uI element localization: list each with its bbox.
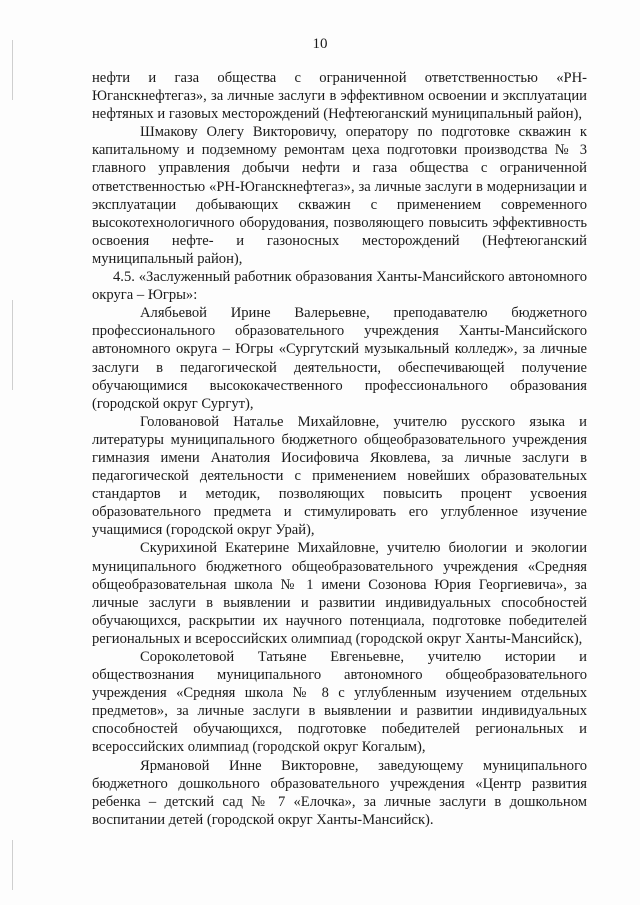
paragraph-award-sorokoletova: Сороколетовой Татьяне Евгеньевне, учителю истории и обществознания муниципального автономного общеобразовательного учреждения «Средняя школа № 8 с углубленным изучением отдельных предметов», за личные заслуги в выявлении и развитии индивидуальных способностей обучающихся, подготовке победителей региональных и всероссийских олимпиад (городской округ Когалым),: [92, 649, 587, 756]
page-number: 10: [312, 36, 328, 52]
paragraph-award-golovanova: Головановой Наталье Михайловне, учителю русского языка и литературы муниципального бюджетного общеобразовательного учреждения гимназия имени Анатолия Иосифовича Яковлева, за личные заслуги в педагогической деятельности с применением новейших образовательных стандартов и методик, позволяющих повысить процент усвоения образовательного предмета и стимулировать его углубленное изучение учащимися (городской округ Урай),: [92, 413, 587, 539]
scan-edge-mark-middle: [12, 300, 13, 390]
paragraph-award-shmakov: Шмакову Олегу Викторовичу, оператору по подготовке скважин к капитальному и подземному ремонтам цеха подготовки производства № 3 главного управления добычи нефти и газа общества с ограниченной ответственностью «РН-Юганскнефтегаз», за личные заслуги в модернизации и эксплуатации добывающих скважин с применением современного высокотехнологичного оборудования, позволяющего повысить эффективность освоения нефте- и газоносных месторождений (Нефтеюганский муниципальный район),: [92, 124, 587, 267]
paragraph-award-skurikhina: Скурихиной Екатерине Михайловне, учителю биологии и экологии муниципального бюджетного общеобразовательного учреждения «Средняя общеобразовательная школа № 1 имени Созонова Юрия Георгиевича», за личные заслуги в выявлении и развитии индивидуальных способностей обучающихся, раскрытии их научного потенциала, подготовке победителей региональных и всероссийских олимпиад (городской округ Ханты-Мансийск),: [92, 540, 587, 647]
scan-edge-mark-bottom: [12, 840, 13, 890]
document-body: [92, 69, 587, 829]
paragraph-award-alyabyeva: Алябьевой Ирине Валерьевне, преподавателю бюджетного профессионального образовательного учреждения Ханты-Мансийского автономного округа – Югры «Сургутский музыкальный колледж», за личные заслуги в педагогической деятельности, обеспечивающей получение обучающимися высококачественного профессионального образования (городской округ Сургут),: [92, 305, 587, 412]
paragraph-award-yarmanova: Ярмановой Инне Викторовне, заведующему муниципального бюджетного дошкольного образовательного учреждения «Центр развития ребенка – детский сад № 7 «Елочка», за личные заслуги в дошкольном воспитании детей (городской округ Ханты-Мансийск).: [92, 757, 587, 828]
paragraph-continuation: нефти и газа общества с ограниченной ответственностью «РН-Юганскнефтегаз», за личные заслуги в эффективном освоении и эксплуатации нефтяных и газовых месторождений (Нефтеюганский муниципальный район),: [92, 70, 587, 123]
section-heading-4-5: 4.5. «Заслуженный работник образования Ханты-Мансийского автономного округа – Югры»:: [92, 269, 587, 304]
